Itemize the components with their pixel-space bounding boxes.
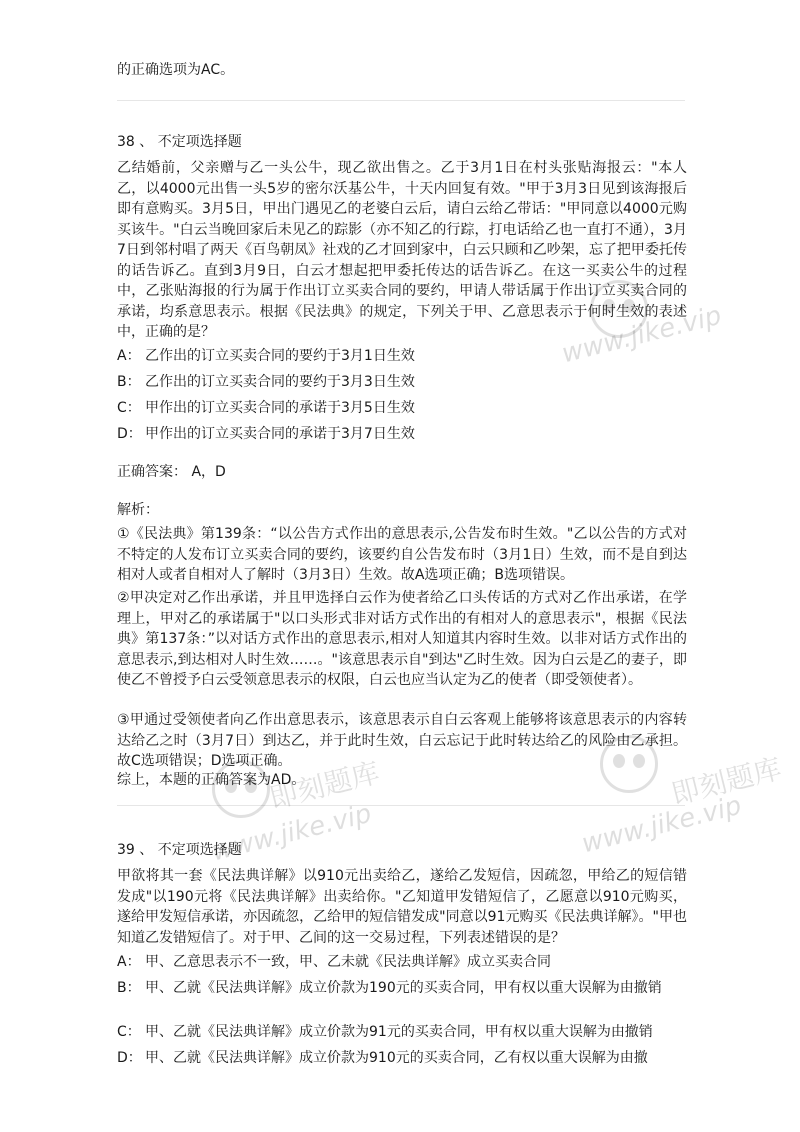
analysis-point-3: ③甲通过受领使者向乙作出意思表示，该意思表示自白云客观上能够将该意思表示的内容转达给乙之时（3月7日）到达乙，并于此时生效，白云忘记于此时转达给乙的风险由乙承担。故C选项错误；D选项正确。: [117, 712, 687, 769]
option-text: 乙作出的订立买卖合同的要约于3月3日生效: [145, 374, 415, 390]
option-key: C：: [117, 400, 141, 416]
q38-option-c[interactable]: [117, 398, 692, 418]
q39-option-c[interactable]: [117, 1022, 692, 1042]
option-key: B：: [117, 980, 141, 996]
option-key: A：: [117, 954, 141, 970]
option-text: 甲、乙就《民法典详解》成立价款为910元的买卖合同，乙有权以重大误解为由撤: [145, 1050, 648, 1066]
question-39-header: 39 、 不定项选择题: [117, 842, 242, 858]
analysis-label: 解析：: [117, 502, 159, 518]
option-text: 甲作出的订立买卖合同的承诺于3月5日生效: [145, 400, 415, 416]
analysis-conclusion: 综上，本题的正确答案为AD。: [117, 772, 306, 788]
watermark-brand: 即刻题库: [668, 751, 785, 812]
watermark-brand: 即刻题库: [266, 755, 383, 816]
analysis-point-1: ①《民法典》第139条：“以公告方式作出的意思表示,公告发布时生效。"乙以公告的方式对不特定的人发布订立买卖合同的要约，该要约自公告发布时（3月1日）生效，而不是自到达相对人或者自相对人了解时（3月3日）生效。故A选项正确；B选项错误。: [117, 526, 687, 583]
watermark-url: www.jike.vip: [208, 798, 375, 868]
panda-watermark-icon: [212, 760, 270, 818]
q39-option-d[interactable]: [117, 1048, 692, 1068]
q39-option-a[interactable]: [117, 952, 692, 972]
q39-option-b[interactable]: [117, 978, 692, 998]
option-key: D：: [117, 426, 142, 442]
question-39-stem: 甲欲将其一套《民法典详解》以910元出卖给乙，遂给乙发短信，因疏忽，甲给乙的短信错发成"以190元将《民法典详解》出卖给你。"乙知道甲发错短信了，乙愿意以910元购买，遂给甲发短信承诺，亦因疏忽，乙给甲的短信错发成"同意以91元购买《民法典详解》。"甲也知道乙发错短信了。对于甲、乙间的这一交易过程，下列表述错误的是？: [117, 868, 687, 946]
watermark-url: www.jike.vip: [558, 300, 725, 370]
q38-option-b[interactable]: [117, 372, 692, 392]
option-text: 甲作出的订立买卖合同的承诺于3月7日生效: [145, 426, 415, 442]
correct-answer: 正确答案： A，D: [117, 464, 226, 480]
question-38-stem: 乙结婚前，父亲赠与乙一头公牛，现乙欲出售之。乙于3月1日在村头张贴海报云："本人乙，以4000元出售一头5岁的密尔沃基公牛，十天内回复有效。"甲于3月3日见到该海报后即有意购买。3月5日，甲出门遇见乙的老婆白云后，请白云给乙带话："甲同意以4000元购买该牛。"白云当晚回家后未见乙的踪影（亦不知乙的行踪，打电话给乙也一直打不通），3月7日到邻村唱了两天《百鸟朝凤》社戏的乙才回到家中，白云只顾和乙吵架，忘了把甲委托传的话告诉乙。直到3月9日，白云才想起把甲委托传达的话告诉乙。在这一买卖公牛的过程中，乙张贴海报的行为属于作出订立买卖合同的要约，甲请人带话属于作出订立买卖合同的承诺，均系意思表示。根据《民法典》的规定，下列关于甲、乙意思表示于何时生效的表述中，正确的是？: [117, 160, 687, 340]
panda-watermark-icon: [600, 735, 658, 793]
watermark-url: www.jike.vip: [578, 790, 745, 860]
option-text: 乙作出的订立买卖合同的要约于3月1日生效: [145, 348, 415, 364]
option-text: 甲、乙就《民法典详解》成立价款为190元的买卖合同，甲有权以重大误解为由撤销: [145, 980, 662, 996]
q38-option-d[interactable]: [117, 424, 692, 444]
option-key: A：: [117, 348, 141, 364]
question-38-header: 38 、 不定项选择题: [117, 134, 242, 150]
option-text: 甲、乙就《民法典详解》成立价款为91元的买卖合同，甲有权以重大误解为由撤销: [145, 1024, 653, 1040]
option-key: C：: [117, 1024, 141, 1040]
previous-answer-tail: 的正确选项为AC。: [117, 62, 235, 78]
analysis-point-2: ②甲决定对乙作出承诺，并且甲选择白云作为使者给乙口头传话的方式对乙作出承诺，在学理上，甲对乙的承诺属于"以口头形式非对话方式作出的有相对人的意思表示"，根据《民法典》第137条：”以对话方式作出的意思表示,相对人知道其内容时生效。以非对话方式作出的意思表示,到达相对人时生效……。"该意思表示自"到达"乙时生效。因为白云是乙的妻子，即使乙不曾授予白云受领意思表示的权限，白云也应当认定为乙的使者（即受领使者）。: [117, 590, 687, 688]
option-key: D：: [117, 1050, 142, 1066]
divider: [117, 100, 685, 101]
divider: [117, 805, 685, 806]
option-key: B：: [117, 374, 141, 390]
q38-option-a[interactable]: [117, 346, 692, 366]
panda-watermark-icon: [590, 280, 648, 338]
option-text: 甲、乙意思表示不一致，甲、乙未就《民法典详解》成立买卖合同: [145, 954, 551, 970]
